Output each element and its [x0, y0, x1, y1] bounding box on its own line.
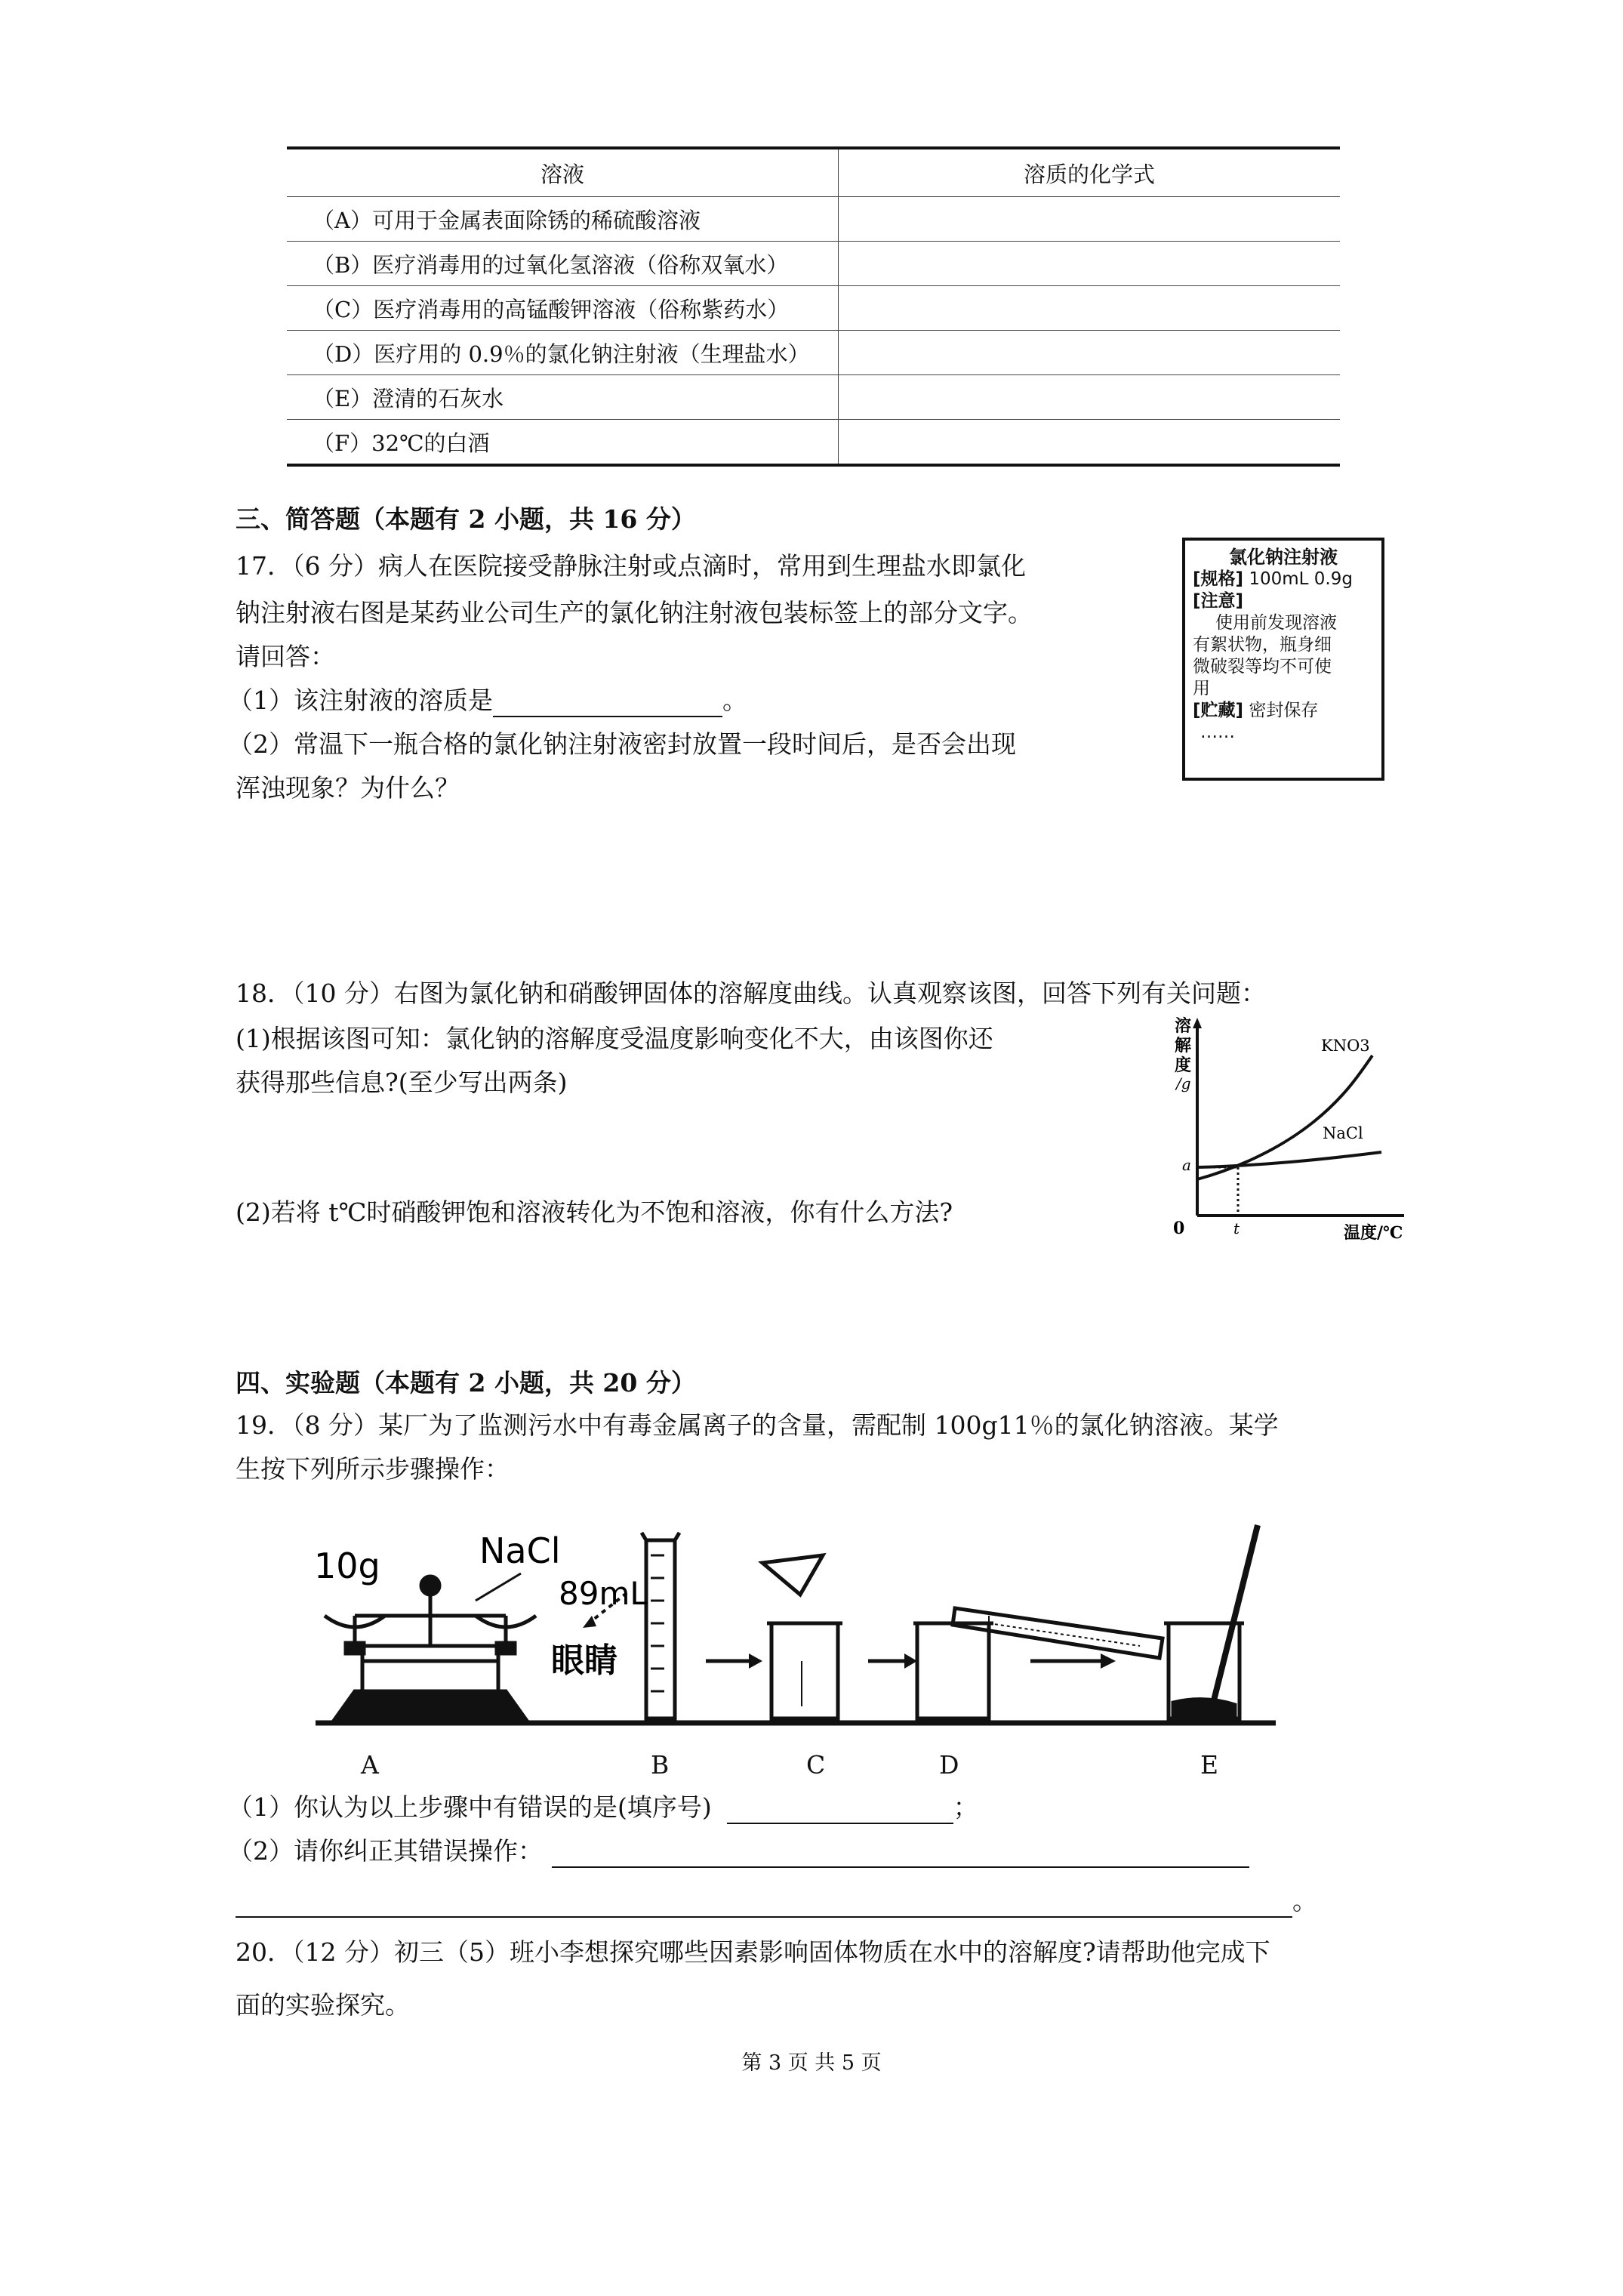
solubility-curve-graph [1132, 1009, 1427, 1243]
q19-sub2-continuation [236, 1886, 1317, 1918]
label-spec: [规格] 100mL 0.9g [1193, 569, 1353, 589]
table-cell-solution: （F）32℃的白酒 [287, 420, 839, 466]
volume-label: 89mL [559, 1575, 648, 1612]
origin-label: 0 [1173, 1219, 1185, 1238]
table-cell-solution: （C）医疗消毒用的高锰酸钾溶液（俗称紫药水） [287, 286, 839, 331]
table-row [287, 286, 1340, 331]
table-row [287, 420, 1340, 466]
table-cell-formula[interactable] [839, 242, 1341, 286]
beaker-d-icon [913, 1608, 1163, 1718]
kno3-label: KNO3 [1321, 1037, 1370, 1055]
q18-line1: 18．（10 分）右图为氯化钠和硝酸钾固体的溶解度曲线。认真观察该图，回答下列有关问题： [236, 978, 1266, 1008]
q19-sub1-suffix: ； [953, 1792, 978, 1822]
table-cell-solution: （D）医疗用的 0.9％的氯化钠注射液（生理盐水） [287, 331, 839, 375]
q19-sub2 [228, 1836, 1249, 1868]
section3-heading: 三、简答题（本题有 2 小题，共 16 分） [236, 504, 696, 534]
q18-sub2: (2)若将 t℃时硝酸钾饱和溶液转化为不饱和溶液，你有什么方法? [236, 1197, 953, 1227]
q19-sub2-prefix: （2）请你纠正其错误操作： [228, 1836, 543, 1866]
label-note-line: 使用前发现溶液 [1215, 613, 1337, 633]
table-cell-solution: （E）澄清的石灰水 [287, 375, 839, 420]
y-axis-label-char: 度 [1175, 1056, 1192, 1075]
table-cell-formula[interactable] [839, 420, 1341, 466]
q17-sub2-line1: （2）常温下一瓶合格的氯化钠注射液密封放置一段时间后，是否会出现 [228, 729, 1016, 759]
q17-sub2-line2: 浑浊现象？为什么？ [236, 773, 460, 803]
q17-sub1-prefix: （1）该注射液的溶质是 [228, 686, 493, 715]
label-note-key: [注意] [1193, 591, 1244, 611]
label-note-line: 有絮状物，瓶身细 [1193, 635, 1332, 655]
q20-line1: 20．（12 分）初三（5）班小李想探究哪些因素影响固体物质在水中的溶解度?请帮助他完成下 [236, 1937, 1270, 1967]
section4-heading: 四、实验题（本题有 2 小题，共 20 分） [236, 1368, 696, 1398]
label-note-line: 微破裂等均不可使 [1193, 657, 1332, 676]
mass-label: 10g [314, 1546, 380, 1586]
x-axis-label: 温度/℃ [1344, 1223, 1403, 1243]
eye-label: 眼睛 [551, 1641, 617, 1680]
step-label-a: A [361, 1750, 379, 1780]
y-axis-arrow [1193, 1018, 1202, 1028]
q17-line3: 请回答： [236, 642, 335, 671]
q17-sub1-suffix: 。 [722, 686, 747, 715]
page-footer: 第 3 页 共 5 页 [741, 2051, 882, 2075]
step-arrowhead [749, 1653, 762, 1669]
y-axis-label-char: 解 [1175, 1036, 1192, 1056]
x-tick-t: t [1233, 1219, 1240, 1237]
table-row [287, 375, 1340, 420]
step-arrowhead [904, 1653, 917, 1669]
q19-line1: 19．（8 分）某厂为了监测污水中有毒金属离子的含量，需配制 100g11％的氯化钠溶液。某学 [236, 1410, 1279, 1440]
balance-icon [325, 1573, 536, 1723]
y-tick-a: a [1182, 1156, 1191, 1174]
table-header-row [287, 148, 1340, 197]
experiment-steps-figure [310, 1510, 1283, 1737]
graduated-cylinder-icon [642, 1533, 679, 1718]
q17-sub1 [228, 686, 747, 717]
table-cell-formula[interactable] [839, 286, 1341, 331]
table-cell-formula[interactable] [839, 375, 1341, 420]
q19-sub2-end: 。 [1292, 1886, 1317, 1915]
label-title: 氯化钠注射液 [1229, 547, 1338, 568]
table-cell-solution: （B）医疗消毒用的过氧化氢溶液（俗称双氧水） [287, 242, 839, 286]
label-note-line: 用 [1193, 679, 1210, 698]
beaker-c-icon [762, 1555, 842, 1718]
nacl-curve [1197, 1152, 1381, 1167]
table-header-solution: 溶液 [287, 148, 839, 197]
q19-sub1-prefix: （1）你认为以上步骤中有错误的是(填序号) [228, 1792, 712, 1822]
table-row [287, 242, 1340, 286]
q18-sub1-line1: (1)根据该图可知：氯化钠的溶解度受温度影响变化不大，由该图你还 [236, 1024, 993, 1053]
table-row [287, 331, 1340, 375]
beaker-e-icon [1164, 1525, 1258, 1718]
table-header-formula: 溶质的化学式 [839, 148, 1341, 197]
label-storage: [贮藏] 密封保存 [1193, 701, 1319, 720]
table-row [287, 197, 1340, 242]
step-label-c: C [806, 1750, 826, 1780]
q19-answer-blank-3[interactable] [236, 1886, 1292, 1918]
nacl-label: NaCl [1323, 1124, 1363, 1142]
q18-sub1-line2: 获得那些信息?(至少写出两条) [236, 1068, 568, 1097]
q19-sub1 [228, 1792, 978, 1824]
injection-label-box [1182, 538, 1384, 781]
table-cell-formula[interactable] [839, 331, 1341, 375]
step-label-b: B [651, 1750, 670, 1780]
q19-answer-blank-2[interactable] [552, 1836, 1249, 1868]
y-axis-label-unit: /g [1176, 1074, 1191, 1093]
step-arrowhead [1101, 1653, 1116, 1669]
solution-table [287, 146, 1340, 467]
nacl-weigh-label: NaCl [479, 1530, 561, 1571]
table-cell-solution: （A）可用于金属表面除锈的稀硫酸溶液 [287, 197, 839, 242]
q20-line2: 面的实验探究。 [236, 1990, 410, 2020]
q17-line1: 17．（6 分）病人在医院接受静脉注射或点滴时，常用到生理盐水即氯化 [236, 551, 1026, 581]
q17-answer-blank[interactable] [493, 686, 722, 717]
label-ellipsis: …… [1200, 723, 1235, 742]
kno3-curve [1197, 1056, 1372, 1179]
step-label-e: E [1200, 1750, 1219, 1780]
q19-answer-blank-1[interactable] [727, 1792, 953, 1824]
step-label-d: D [939, 1750, 959, 1780]
table-cell-formula[interactable] [839, 197, 1341, 242]
q19-line2: 生按下列所示步骤操作： [236, 1454, 510, 1484]
y-axis-label-char: 溶 [1175, 1016, 1192, 1036]
q17-line2: 钠注射液右图是某药业公司生产的氯化钠注射液包装标签上的部分文字。 [236, 598, 1033, 627]
